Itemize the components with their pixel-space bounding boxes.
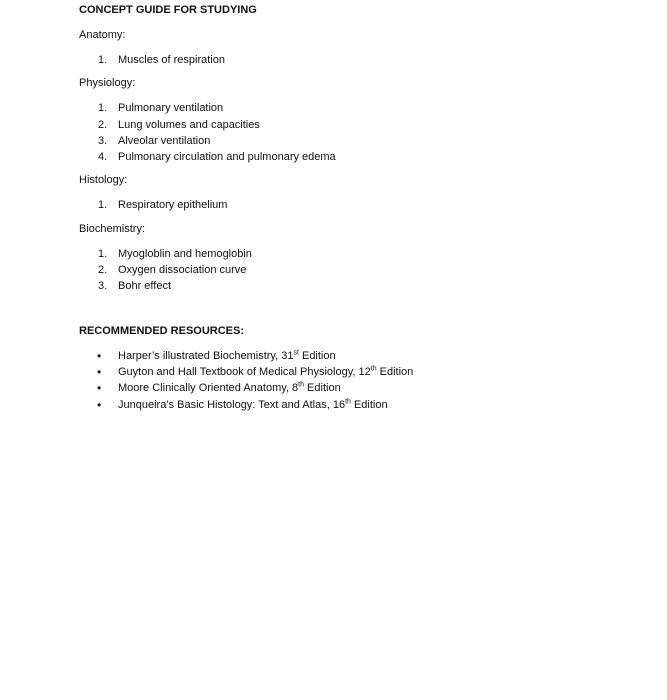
section-label: Anatomy: (79, 29, 126, 41)
edition-label: Edition (350, 398, 388, 411)
list-item (79, 133, 639, 149)
list-item-text: Pulmonary ventilation (118, 102, 224, 115)
concept-guide-title: CONCEPT GUIDE FOR STUDYING (79, 4, 257, 16)
document-page (79, 3, 639, 413)
list-item (79, 278, 639, 294)
numbered-list (79, 100, 639, 165)
list-number: 3. (98, 280, 108, 293)
bullet-list (79, 348, 639, 413)
list-item (79, 262, 639, 278)
list-item-text: Alveolar ventilation (118, 134, 211, 147)
list-number: 1. (98, 102, 108, 115)
bullet-icon: • (97, 364, 102, 379)
section-histology (79, 173, 639, 213)
edition-label: Edition (298, 349, 336, 362)
ordinal-suffix: st (293, 349, 299, 357)
list-number: 1. (98, 247, 108, 260)
ordinal-suffix: th (298, 381, 304, 389)
section-biochemistry (79, 222, 639, 295)
list-item (79, 397, 639, 413)
edition-label: Edition (376, 365, 414, 378)
section-label: Biochemistry: (79, 222, 146, 235)
list-item-text: Lung volumes and capacities (118, 118, 260, 131)
list-item-text: Respiratory epithelium (118, 199, 228, 212)
list-number: 3. (98, 134, 108, 147)
list-item (79, 380, 639, 396)
ordinal-suffix: th (345, 397, 351, 405)
list-number: 2. (98, 118, 108, 131)
resource-title: Guyton and Hall Textbook of Medical Physiology, 12 (118, 365, 371, 378)
list-number: 1. (98, 54, 108, 66)
list-item-text: Muscles of respiration (118, 54, 225, 66)
list-item-text: Myogloblin and hemoglobin (118, 247, 252, 260)
list-item-text: Pulmonary circulation and pulmonary edema (118, 151, 336, 164)
resource-title: Harper’s illustrated Biochemistry, 31 (118, 349, 294, 362)
list-item (79, 52, 639, 68)
resources-title: RECOMMENDED RESOURCES: (79, 324, 245, 337)
list-item (79, 197, 639, 213)
resource-title: Moore Clinically Oriented Anatomy, 8 (118, 382, 299, 395)
list-number: 2. (98, 264, 108, 277)
edition-label: Edition (304, 382, 341, 395)
section-anatomy (79, 28, 639, 68)
list-item (79, 348, 639, 364)
bullet-icon: • (97, 348, 102, 363)
ordinal-suffix: th (370, 365, 377, 373)
resource-title: Junqueira’s Basic Histology: Text and Atlas, 16 (118, 398, 346, 411)
section-label: Physiology: (79, 77, 136, 90)
list-number: 4. (98, 151, 108, 164)
list-item (79, 117, 639, 133)
bullet-icon: • (97, 397, 102, 412)
bullet-icon: • (97, 381, 102, 396)
list-item (79, 246, 639, 262)
list-item-text: Bohr effect (118, 280, 171, 293)
numbered-list (79, 52, 639, 68)
numbered-list (79, 246, 639, 295)
section-resources (79, 324, 639, 413)
list-item (79, 149, 639, 165)
list-item-text: Oxygen dissociation curve (118, 264, 247, 277)
section-physiology (79, 76, 639, 165)
section-label: Histology: (79, 174, 128, 187)
list-item (79, 364, 639, 380)
list-number: 1. (98, 199, 108, 212)
list-item (79, 100, 639, 116)
numbered-list (79, 197, 639, 213)
